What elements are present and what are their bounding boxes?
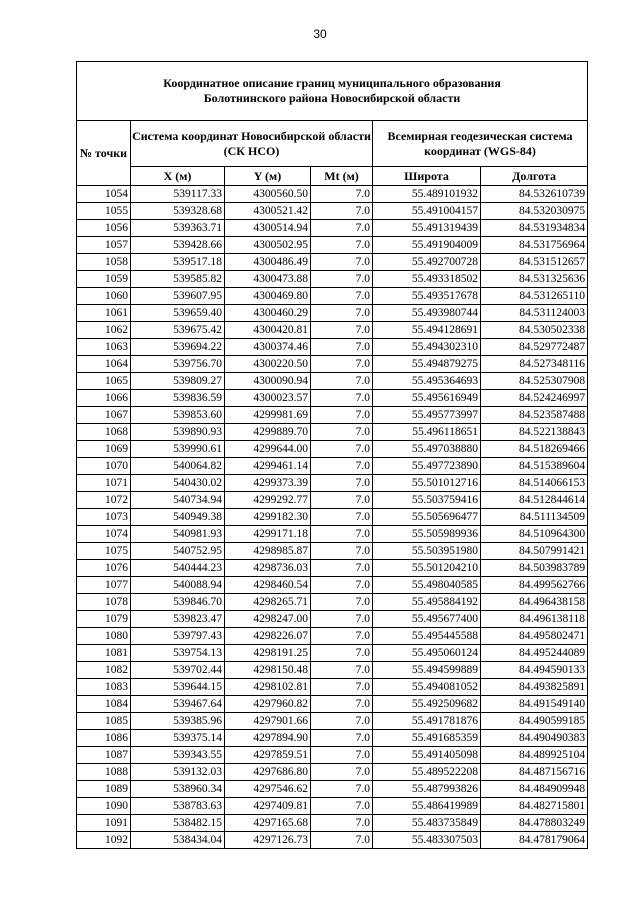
table-row [77,373,588,390]
table-row [77,305,588,322]
y-cell: 4298460.54 [225,577,311,594]
x-cell: 539754.13 [131,645,225,662]
x-cell: 539467.64 [131,696,225,713]
longitude-cell: 84.478803249 [481,815,588,832]
latitude-cell: 55.501204210 [373,560,481,577]
table-title-line2: Болотнинского района Новосибирской области [203,91,461,105]
point-number-cell: 1065 [77,373,131,390]
y-cell: 4297960.82 [225,696,311,713]
x-cell: 539853.60 [131,407,225,424]
latitude-cell: 55.494302310 [373,339,481,356]
x-cell: 539117.33 [131,186,225,203]
longitude-cell: 84.491549140 [481,696,588,713]
point-number-cell: 1070 [77,458,131,475]
point-number-cell: 1072 [77,492,131,509]
y-cell: 4298102.81 [225,679,311,696]
mt-cell: 7.0 [311,832,373,849]
latitude-cell: 55.505696477 [373,509,481,526]
mt-cell: 7.0 [311,390,373,407]
latitude-cell: 55.498040585 [373,577,481,594]
latitude-column-header: Широта [373,167,481,186]
x-cell: 538434.04 [131,832,225,849]
latitude-cell: 55.503759416 [373,492,481,509]
mt-cell: 7.0 [311,543,373,560]
latitude-cell: 55.493980744 [373,305,481,322]
longitude-cell: 84.487156716 [481,764,588,781]
table-row [77,611,588,628]
x-cell: 539644.15 [131,679,225,696]
longitude-cell: 84.514066153 [481,475,588,492]
longitude-cell: 84.531934834 [481,220,588,237]
table-row [77,441,588,458]
latitude-cell: 55.486419989 [373,798,481,815]
mt-cell: 7.0 [311,203,373,220]
x-cell: 539797.43 [131,628,225,645]
y-cell: 4300090.94 [225,373,311,390]
y-cell: 4297409.81 [225,798,311,815]
mt-cell: 7.0 [311,373,373,390]
mt-cell: 7.0 [311,781,373,798]
x-cell: 539607.95 [131,288,225,305]
longitude-cell: 84.525307908 [481,373,588,390]
longitude-cell: 84.507991421 [481,543,588,560]
point-number-cell: 1063 [77,339,131,356]
mt-cell: 7.0 [311,594,373,611]
mt-cell: 7.0 [311,356,373,373]
mt-cell: 7.0 [311,577,373,594]
mt-cell: 7.0 [311,526,373,543]
y-cell: 4297686.80 [225,764,311,781]
longitude-cell: 84.510964300 [481,526,588,543]
x-cell: 540981.93 [131,526,225,543]
table-row [77,815,588,832]
longitude-cell: 84.529772487 [481,339,588,356]
latitude-cell: 55.493318502 [373,271,481,288]
mt-cell: 7.0 [311,237,373,254]
latitude-cell: 55.495616949 [373,390,481,407]
longitude-column-header: Долгота [481,167,588,186]
longitude-cell: 84.482715801 [481,798,588,815]
x-cell: 539585.82 [131,271,225,288]
point-number-cell: 1078 [77,594,131,611]
longitude-cell: 84.532030975 [481,203,588,220]
mt-cell: 7.0 [311,220,373,237]
latitude-cell: 55.494081052 [373,679,481,696]
point-number-cell: 1071 [77,475,131,492]
x-cell: 539363.71 [131,220,225,237]
latitude-cell: 55.491405098 [373,747,481,764]
y-cell: 4300486.49 [225,254,311,271]
mt-cell: 7.0 [311,492,373,509]
x-cell: 538482.15 [131,815,225,832]
latitude-cell: 55.491319439 [373,220,481,237]
mt-cell: 7.0 [311,322,373,339]
longitude-cell: 84.484909948 [481,781,588,798]
table-row [77,492,588,509]
longitude-cell: 84.524246997 [481,390,588,407]
y-cell: 4299981.69 [225,407,311,424]
x-cell: 539675.42 [131,322,225,339]
x-cell: 540734.94 [131,492,225,509]
longitude-cell: 84.522138843 [481,424,588,441]
mt-cell: 7.0 [311,271,373,288]
mt-cell: 7.0 [311,339,373,356]
longitude-cell: 84.531325636 [481,271,588,288]
local-system-header: Система координат Новосибирской области (СК НСО) [131,121,373,167]
y-cell: 4297859.51 [225,747,311,764]
point-number-cell: 1082 [77,662,131,679]
mt-cell: 7.0 [311,441,373,458]
y-cell: 4298736.03 [225,560,311,577]
point-number-cell: 1074 [77,526,131,543]
point-number-cell: 1086 [77,730,131,747]
x-cell: 539990.61 [131,441,225,458]
table-row [77,271,588,288]
table-row [77,543,588,560]
y-cell: 4298226.07 [225,628,311,645]
longitude-cell: 84.495802471 [481,628,588,645]
y-cell: 4299461.14 [225,458,311,475]
longitude-cell: 84.527348116 [481,356,588,373]
latitude-cell: 55.495364693 [373,373,481,390]
y-cell: 4300374.46 [225,339,311,356]
mt-cell: 7.0 [311,798,373,815]
mt-cell: 7.0 [311,645,373,662]
latitude-cell: 55.494599889 [373,662,481,679]
latitude-cell: 55.491904009 [373,237,481,254]
latitude-cell: 55.495677400 [373,611,481,628]
longitude-cell: 84.494590133 [481,662,588,679]
y-cell: 4300560.50 [225,186,311,203]
point-number-cell: 1064 [77,356,131,373]
x-cell: 539823.47 [131,611,225,628]
x-cell: 539809.27 [131,373,225,390]
table-row [77,475,588,492]
point-number-cell: 1058 [77,254,131,271]
point-number-cell: 1084 [77,696,131,713]
latitude-cell: 55.491685359 [373,730,481,747]
table-row [77,594,588,611]
latitude-cell: 55.489522208 [373,764,481,781]
latitude-cell: 55.494128691 [373,322,481,339]
table-row [77,186,588,203]
x-cell: 539375.14 [131,730,225,747]
y-cell: 4299171.18 [225,526,311,543]
mt-cell: 7.0 [311,254,373,271]
x-cell: 539659.40 [131,305,225,322]
x-cell: 540444.23 [131,560,225,577]
table-row [77,628,588,645]
mt-cell: 7.0 [311,407,373,424]
x-cell: 539846.70 [131,594,225,611]
x-cell: 539517.18 [131,254,225,271]
coordinates-table [76,61,588,849]
point-number-cell: 1059 [77,271,131,288]
x-cell: 540752.95 [131,543,225,560]
point-number-cell: 1083 [77,679,131,696]
table-row [77,254,588,271]
mt-column-header: Mt (м) [311,167,373,186]
table-row [77,407,588,424]
point-number-cell: 1060 [77,288,131,305]
table-row [77,747,588,764]
latitude-cell: 55.505989936 [373,526,481,543]
point-number-cell: 1068 [77,424,131,441]
longitude-cell: 84.523587488 [481,407,588,424]
longitude-cell: 84.496438158 [481,594,588,611]
longitude-cell: 84.518269466 [481,441,588,458]
longitude-cell: 84.512844614 [481,492,588,509]
longitude-cell: 84.515389604 [481,458,588,475]
y-cell: 4297894.90 [225,730,311,747]
table-row [77,288,588,305]
latitude-cell: 55.492700728 [373,254,481,271]
x-cell: 539328.68 [131,203,225,220]
y-cell: 4298265.71 [225,594,311,611]
table-row [77,339,588,356]
x-cell: 539836.59 [131,390,225,407]
longitude-cell: 84.496138118 [481,611,588,628]
longitude-cell: 84.503983789 [481,560,588,577]
y-cell: 4297901.66 [225,713,311,730]
latitude-cell: 55.483307503 [373,832,481,849]
table-row [77,560,588,577]
table-row [77,662,588,679]
point-number-cell: 1057 [77,237,131,254]
y-cell: 4300521.42 [225,203,311,220]
longitude-cell: 84.478179064 [481,832,588,849]
table-title-line1: Координатное описание границ муниципального образования [163,76,501,90]
mt-cell: 7.0 [311,730,373,747]
mt-cell: 7.0 [311,696,373,713]
mt-cell: 7.0 [311,560,373,577]
point-number-cell: 1089 [77,781,131,798]
longitude-cell: 84.531124003 [481,305,588,322]
table-row [77,781,588,798]
latitude-cell: 55.495773997 [373,407,481,424]
table-row [77,577,588,594]
y-cell: 4300469.80 [225,288,311,305]
mt-cell: 7.0 [311,475,373,492]
point-number-cell: 1079 [77,611,131,628]
mt-cell: 7.0 [311,679,373,696]
mt-cell: 7.0 [311,458,373,475]
wgs84-system-header: Всемирная геодезическая система координат (WGS-84) [373,121,588,167]
mt-cell: 7.0 [311,662,373,679]
point-number-header: № точки [77,121,131,186]
table-row [77,322,588,339]
latitude-cell: 55.489101932 [373,186,481,203]
mt-cell: 7.0 [311,509,373,526]
table-body [77,186,588,849]
mt-cell: 7.0 [311,305,373,322]
table-row [77,390,588,407]
latitude-cell: 55.487993826 [373,781,481,798]
point-number-cell: 1073 [77,509,131,526]
table-row [77,509,588,526]
table-row [77,458,588,475]
table-row [77,424,588,441]
point-number-cell: 1085 [77,713,131,730]
x-cell: 538783.63 [131,798,225,815]
y-cell: 4300502.95 [225,237,311,254]
latitude-cell: 55.501012716 [373,475,481,492]
point-number-cell: 1055 [77,203,131,220]
x-cell: 539343.55 [131,747,225,764]
page-number: 30 [313,27,327,41]
x-cell: 539694.22 [131,339,225,356]
latitude-cell: 55.497723890 [373,458,481,475]
point-number-cell: 1092 [77,832,131,849]
y-cell: 4298247.00 [225,611,311,628]
point-number-cell: 1061 [77,305,131,322]
point-number-cell: 1056 [77,220,131,237]
point-number-cell: 1067 [77,407,131,424]
table-row [77,237,588,254]
longitude-cell: 84.495244089 [481,645,588,662]
y-column-header: Y (м) [225,167,311,186]
table-row [77,713,588,730]
mt-cell: 7.0 [311,747,373,764]
y-cell: 4300514.94 [225,220,311,237]
table-row [77,679,588,696]
table-title [77,62,588,121]
y-cell: 4298191.25 [225,645,311,662]
y-cell: 4300460.29 [225,305,311,322]
latitude-cell: 55.491781876 [373,713,481,730]
point-number-cell: 1088 [77,764,131,781]
y-cell: 4300420.81 [225,322,311,339]
latitude-cell: 55.495060124 [373,645,481,662]
mt-cell: 7.0 [311,815,373,832]
table-row [77,832,588,849]
x-cell: 540088.94 [131,577,225,594]
x-cell: 538960.34 [131,781,225,798]
latitude-cell: 55.493517678 [373,288,481,305]
table-row [77,645,588,662]
point-number-cell: 1066 [77,390,131,407]
longitude-cell: 84.499562766 [481,577,588,594]
mt-cell: 7.0 [311,424,373,441]
point-number-cell: 1054 [77,186,131,203]
point-number-cell: 1081 [77,645,131,662]
latitude-cell: 55.483735849 [373,815,481,832]
longitude-cell: 84.489925104 [481,747,588,764]
longitude-cell: 84.490490383 [481,730,588,747]
y-cell: 4297546.62 [225,781,311,798]
mt-cell: 7.0 [311,764,373,781]
table-row [77,730,588,747]
longitude-cell: 84.490599185 [481,713,588,730]
point-number-cell: 1090 [77,798,131,815]
table-row [77,203,588,220]
longitude-cell: 84.511134509 [481,509,588,526]
longitude-cell: 84.531512657 [481,254,588,271]
x-column-header: X (м) [131,167,225,186]
y-cell: 4298150.48 [225,662,311,679]
point-number-cell: 1080 [77,628,131,645]
mt-cell: 7.0 [311,628,373,645]
y-cell: 4299644.00 [225,441,311,458]
latitude-cell: 55.495445588 [373,628,481,645]
latitude-cell: 55.491004157 [373,203,481,220]
longitude-cell: 84.531756964 [481,237,588,254]
table-row [77,798,588,815]
longitude-cell: 84.531265110 [481,288,588,305]
x-cell: 539702.44 [131,662,225,679]
point-number-cell: 1075 [77,543,131,560]
latitude-cell: 55.495884192 [373,594,481,611]
y-cell: 4299373.39 [225,475,311,492]
latitude-cell: 55.497038880 [373,441,481,458]
latitude-cell: 55.496118651 [373,424,481,441]
mt-cell: 7.0 [311,186,373,203]
mt-cell: 7.0 [311,713,373,730]
longitude-cell: 84.493825891 [481,679,588,696]
table-row [77,526,588,543]
x-cell: 540430.02 [131,475,225,492]
point-number-cell: 1069 [77,441,131,458]
point-number-cell: 1077 [77,577,131,594]
y-cell: 4300220.50 [225,356,311,373]
y-cell: 4299889.70 [225,424,311,441]
mt-cell: 7.0 [311,611,373,628]
table-row [77,220,588,237]
y-cell: 4297126.73 [225,832,311,849]
point-number-cell: 1076 [77,560,131,577]
table-row [77,764,588,781]
mt-cell: 7.0 [311,288,373,305]
latitude-cell: 55.492509682 [373,696,481,713]
x-cell: 539385.96 [131,713,225,730]
y-cell: 4298985.87 [225,543,311,560]
longitude-cell: 84.530502338 [481,322,588,339]
table-row [77,696,588,713]
y-cell: 4299292.77 [225,492,311,509]
y-cell: 4300473.88 [225,271,311,288]
x-cell: 539428.66 [131,237,225,254]
y-cell: 4300023.57 [225,390,311,407]
point-number-cell: 1062 [77,322,131,339]
table-row [77,356,588,373]
latitude-cell: 55.503951980 [373,543,481,560]
x-cell: 539756.70 [131,356,225,373]
longitude-cell: 84.532610739 [481,186,588,203]
x-cell: 540949.38 [131,509,225,526]
latitude-cell: 55.494879275 [373,356,481,373]
y-cell: 4297165.68 [225,815,311,832]
x-cell: 539890.93 [131,424,225,441]
point-number-cell: 1091 [77,815,131,832]
point-number-cell: 1087 [77,747,131,764]
x-cell: 540064.82 [131,458,225,475]
y-cell: 4299182.30 [225,509,311,526]
x-cell: 539132.03 [131,764,225,781]
